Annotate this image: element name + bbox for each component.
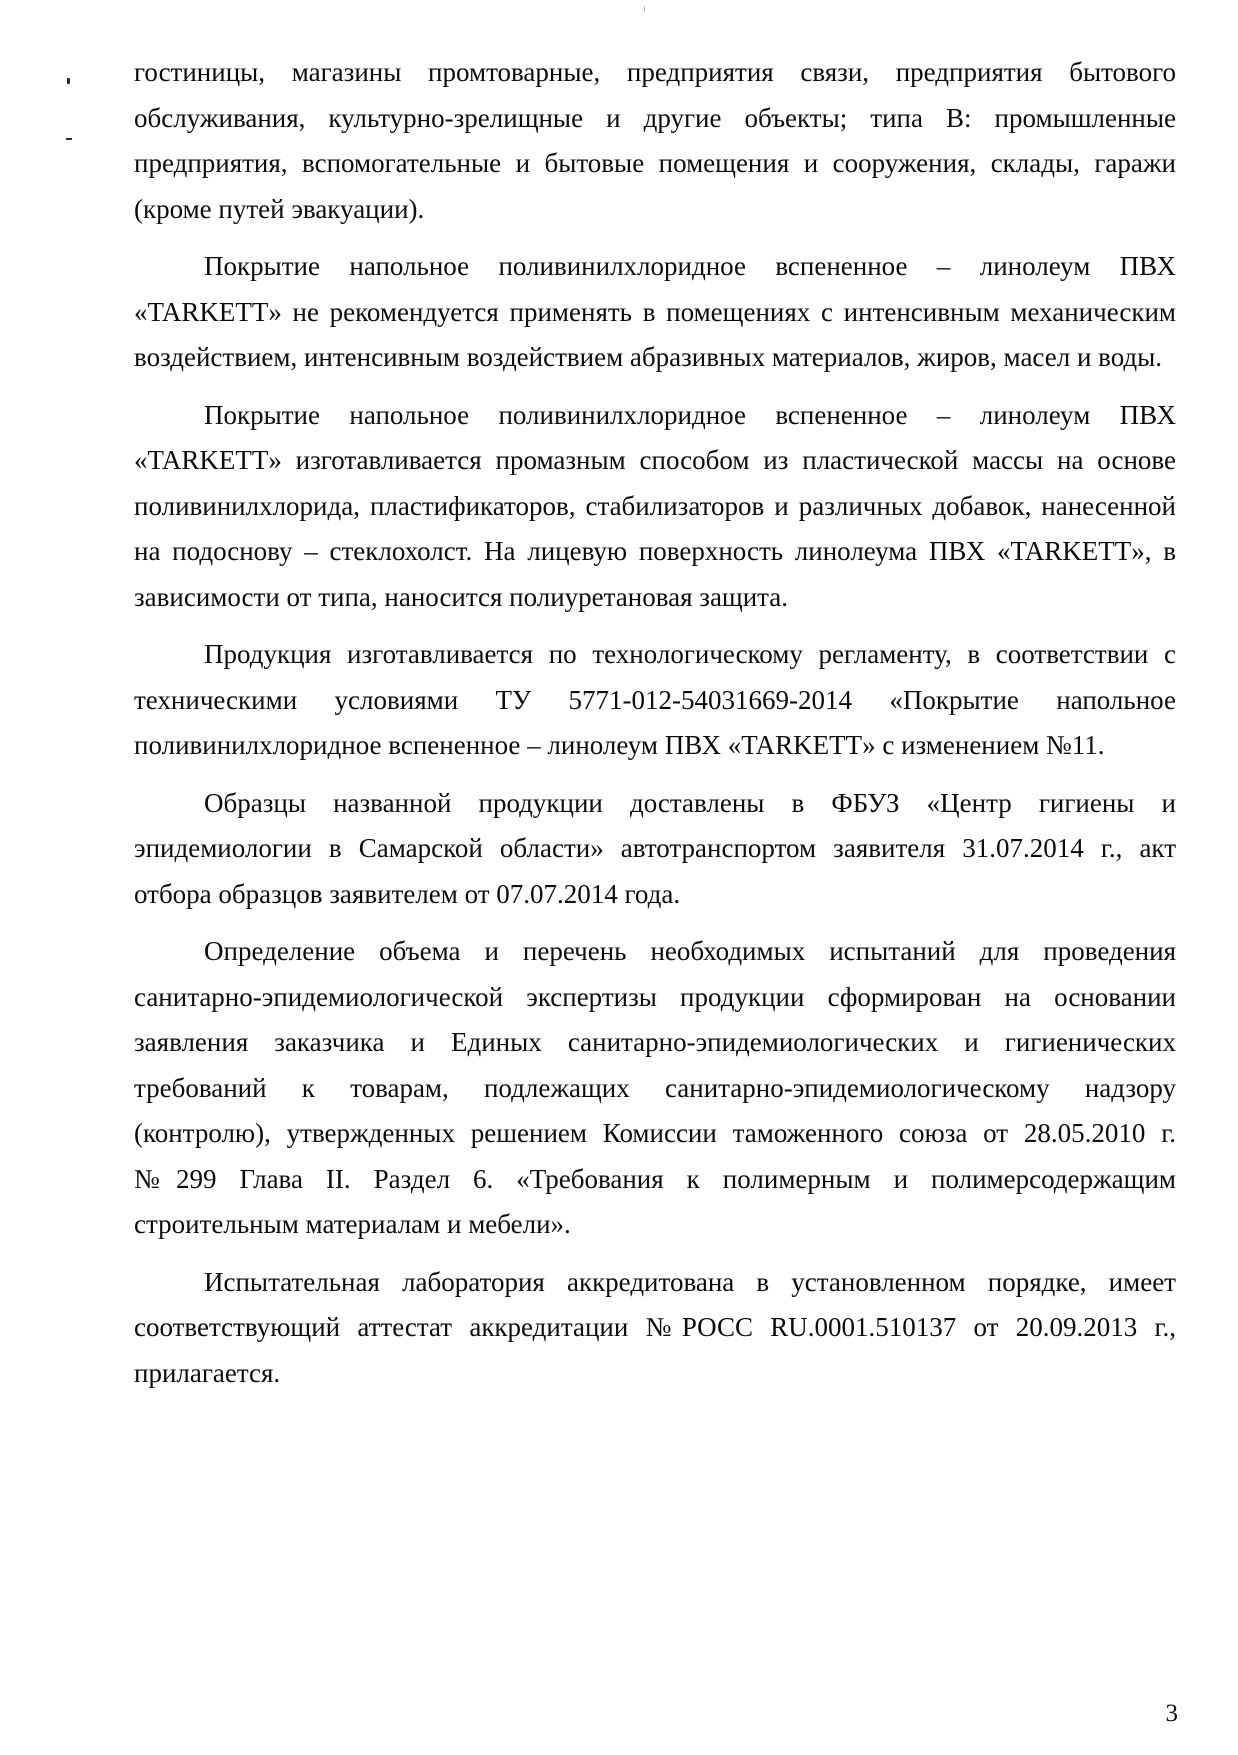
paragraph-testing-scope: Определение объема и перечень необходимых испытаний для проведения санитарно-эпидемиологической экспертизы продукции сформирован на основании заявления заказчика и Единых санитарно-эпидемиологических и гигиенических требований к товарам, подлежащих санитарно-эпидемиологическому надзору (контролю), утвержденных решением Комиссии таможенного союза от 28.05.2010 г. №299 Глава II. Раздел 6. «Требования к полимерным и полимерсодержащим строительным материалам и мебели». [134,936,1176,1239]
scan-artifact-mark [644,6,645,12]
paragraph-technical-conditions: Продукция изготавливается по технологическому регламенту, в соответствии с техническими условиями ТУ 5771-012-54031669-2014 «Покрытие напольное поливинилхлоридное вспененное – линолеум ПВХ «TARKETT» с изменением №11. [134,639,1176,760]
scan-artifact-mark [66,138,72,140]
document-body [134,50,1176,1408]
scan-artifact-mark [67,78,70,84]
paragraph-continuation: гостиницы, магазины промтоварные, предприятия связи, предприятия бытового обслуживания, культурно-зрелищные и другие объекты; типа В: промышленные предприятия, вспомогательные и бытовые помещения и сооружения, склады, гаражи (кроме путей эвакуации). [134,57,1176,224]
page-number: 3 [1165,1700,1178,1727]
paragraph-sample-delivery: Образцы названной продукции доставлены в ФБУЗ «Центр гигиены и эпидемиологии в Самарской области» автотранспортом заявителя 31.07.2014 г., акт отбора образцов заявителем от 07.07.2014 года. [134,787,1176,909]
paragraph-lab-accreditation: Испытательная лаборатория аккредитована в установленном порядке, имеет соответствующий аттестат аккредитации №РОСС RU.0001.510137 от 20.09.2013 г., прилагается. [134,1266,1176,1388]
paragraph-manufacturing-method: Покрытие напольное поливинилхлоридное вспененное – линолеум ПВХ «TARKETT» изготавливается промазным способом из пластической массы на основе поливинилхлорида, пластификаторов, стабилизаторов и различных добавок, нанесенной на подоснову – стеклохолст. На лицевую поверхность линолеума ПВХ «TARKETT», в зависимости от типа, наносится полиуретановая защита. [134,399,1176,612]
paragraph-usage-restrictions: Покрытие напольное поливинилхлоридное вспененное – линолеум ПВХ «TARKETT» не рекомендуется применять в помещениях с интенсивным механическим воздействием, интенсивным воздействием абразивных материалов, жиров, масел и воды. [134,251,1176,372]
